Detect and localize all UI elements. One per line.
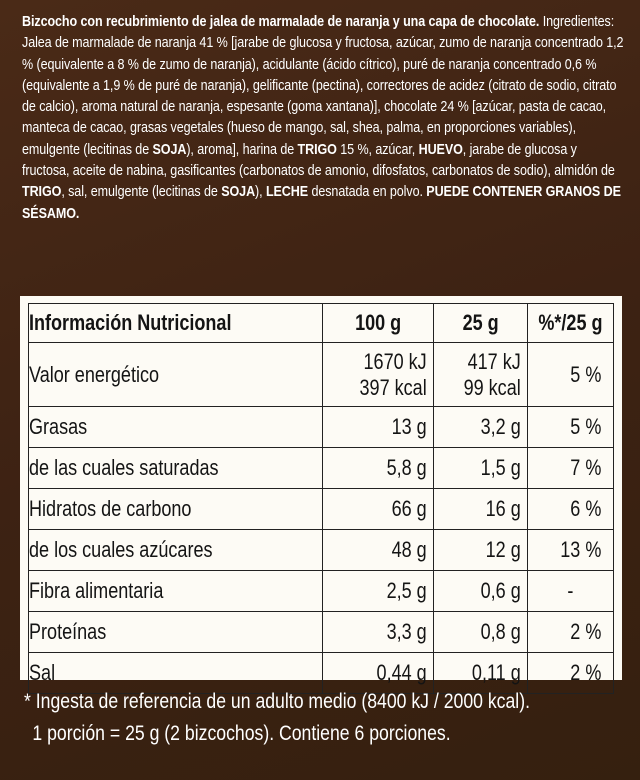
row-label: Grasas bbox=[29, 407, 323, 448]
value-100g: 3,3 g bbox=[322, 612, 433, 653]
header-percent: %*/25 g bbox=[528, 304, 614, 343]
table-header-row bbox=[29, 304, 614, 343]
ingredients-part: ), bbox=[255, 184, 266, 201]
allergen-warning: PUEDE CONTENER GRANOS DE SÉSAMO. bbox=[22, 184, 621, 222]
table-row bbox=[29, 530, 614, 571]
value-25g: 0,11 g bbox=[433, 653, 527, 694]
ingredients-text bbox=[22, 12, 624, 225]
value-25g: 0,8 g bbox=[433, 612, 527, 653]
portion-note: 1 porción = 25 g (2 bizcochos). Contiene 6 porciones. bbox=[32, 722, 451, 745]
value-percent: 13 % bbox=[528, 530, 614, 571]
value-25g: 1,5 g bbox=[433, 448, 527, 489]
ingredients-part: ), aroma], harina de bbox=[186, 141, 298, 158]
row-label: Fibra alimentaria bbox=[29, 571, 323, 612]
ingredients-part: desnatada en polvo. bbox=[308, 184, 427, 201]
ingredients-part: , sal, emulgente (lecitinas de bbox=[61, 184, 222, 201]
value-100g: 5,8 g bbox=[322, 448, 433, 489]
table-row bbox=[29, 612, 614, 653]
table-row bbox=[29, 407, 614, 448]
allergen-leche: LECHE bbox=[265, 184, 309, 201]
energy-25g: 417 kJ 99 kcal bbox=[433, 343, 527, 407]
value-percent: 6 % bbox=[528, 489, 614, 530]
value-100g: 2,5 g bbox=[322, 571, 433, 612]
table-row bbox=[29, 489, 614, 530]
ingredients-part: , jarabe de glucosa y fructosa, aceite de nabina, gasificantes (carbonatos de amonio, difosfatos, carbonatos de sodio), almidón de bbox=[22, 141, 615, 180]
row-label: Valor energético bbox=[29, 343, 323, 407]
energy-100g: 1670 kJ 397 kcal bbox=[322, 343, 433, 407]
row-label: Proteínas bbox=[29, 612, 323, 653]
energy-percent: 5 % bbox=[528, 343, 614, 407]
value-percent: 2 % bbox=[528, 653, 614, 694]
value-25g: 3,2 g bbox=[433, 407, 527, 448]
value-percent: 5 % bbox=[528, 407, 614, 448]
header-label: Información Nutricional bbox=[29, 304, 323, 343]
value-25g: 16 g bbox=[433, 489, 527, 530]
value-percent: 2 % bbox=[528, 612, 614, 653]
row-label: Hidratos de carbono bbox=[29, 489, 323, 530]
ingredients-part: 15 %, azúcar, bbox=[336, 141, 419, 158]
allergen-trigo: TRIGO bbox=[297, 141, 337, 158]
value-25g: 12 g bbox=[433, 530, 527, 571]
row-label: de los cuales azúcares bbox=[29, 530, 323, 571]
header-25g: 25 g bbox=[433, 304, 527, 343]
value-100g: 66 g bbox=[322, 489, 433, 530]
footnote bbox=[24, 686, 530, 750]
value-25g: 0,6 g bbox=[433, 571, 527, 612]
nutrition-table bbox=[28, 303, 614, 694]
allergen-soja: SOJA bbox=[221, 184, 256, 201]
value-100g: 13 g bbox=[322, 407, 433, 448]
row-label: Sal bbox=[29, 653, 323, 694]
value-100g: 48 g bbox=[322, 530, 433, 571]
ingredients-part: Ingredientes: Jalea de marmalade de naranja 41 % [jarabe de glucosa y fructosa, azúcar, zumo de naranja concentrado 1,2 % (equivalente a 8 % de zumo de naranja), acidulante (ácido cítrico), puré de naranja concentrado 0,6 % (equivalente a 1,9 % de puré de naranja), gelificante (pectina), correctores de acidez (citrato de sodio, citrato de calcio), aroma natural de naranja, espesante (goma xantana)], chocolate 24 % [azúcar, pasta de cacao, manteca de cacao, grasas vegetales (hueso de mango, sal, shea, palma, en proporciones variables), emulgente (lecitinas de bbox=[22, 14, 624, 158]
value-percent: 7 % bbox=[528, 448, 614, 489]
allergen-soja: SOJA bbox=[152, 141, 187, 158]
table-row-energy bbox=[29, 343, 614, 407]
table-row bbox=[29, 571, 614, 612]
allergen-huevo: HUEVO bbox=[418, 141, 463, 158]
table-row bbox=[29, 448, 614, 489]
value-percent: - bbox=[528, 571, 614, 612]
value-100g: 0,44 g bbox=[322, 653, 433, 694]
nutrition-panel bbox=[20, 296, 622, 685]
reference-intake-note: * Ingesta de referencia de un adulto medio (8400 kJ / 2000 kcal). bbox=[24, 690, 531, 713]
header-100g: 100 g bbox=[322, 304, 433, 343]
row-label: de las cuales saturadas bbox=[29, 448, 323, 489]
allergen-trigo: TRIGO bbox=[22, 184, 62, 201]
product-description: Bizcocho con recubrimiento de jalea de marmalade de naranja y una capa de chocolate. bbox=[22, 14, 540, 30]
